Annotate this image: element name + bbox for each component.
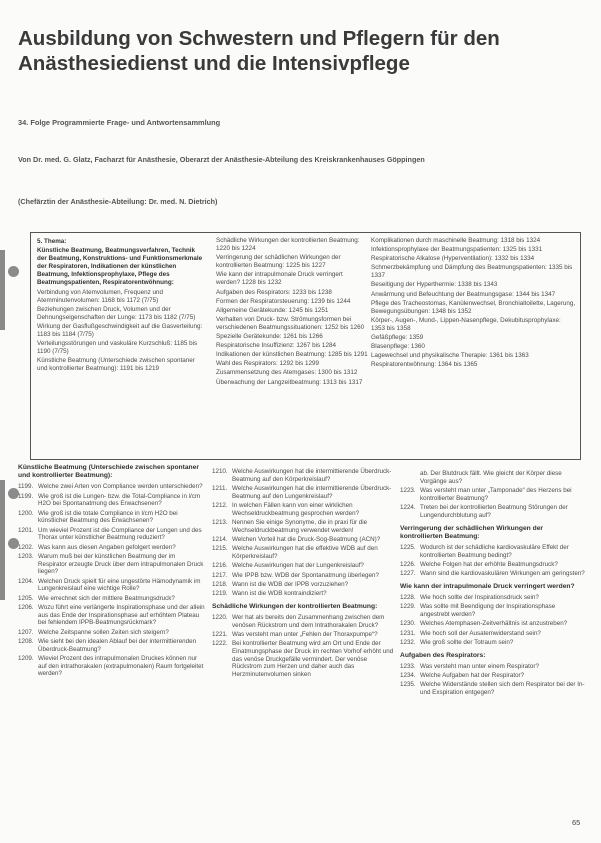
question-text: Wie hoch sollte der Inspirationsdruck sein?	[420, 594, 539, 602]
question-number: 1211.	[212, 485, 228, 492]
overview-entry: Respiratorentwöhnung: 1364 bis 1365	[371, 361, 478, 369]
question-number: 1203.	[18, 552, 34, 560]
question-text: Wer hat als bereits den Zusammenhang zwischen dem venösen Rückstrom und dem Intrathorakalen Druck?	[232, 613, 385, 629]
question-item	[400, 570, 586, 578]
page-title: Ausbildung von Schwestern und Pflegern für den Anästhesiedienst und die Intensivpflege	[18, 27, 500, 75]
question-number: 1226.	[400, 560, 416, 568]
question-item	[212, 536, 398, 544]
question-number: 1219.	[212, 590, 228, 597]
question-number: 1210.	[212, 468, 228, 475]
section-heading: Wie kann der intrapulmonale Druck verringert werden?	[400, 582, 575, 590]
section-heading: Schädliche Wirkungen der kontrollierten Beatmung:	[212, 602, 378, 610]
question-item	[212, 631, 398, 639]
question-list	[400, 544, 586, 578]
question-number: 1209.	[18, 654, 34, 662]
question-text: Welches Atemphasen-Zeitverhältnis ist anzustreben?	[420, 620, 568, 628]
question-item	[18, 578, 205, 594]
question-item	[212, 572, 398, 580]
question-text: Welche Auswirkungen hat die effektive WDB auf den Körperkreislauf?	[232, 545, 378, 560]
question-text: Wie errechnet sich der mittlere Beatmungsdruck?	[38, 594, 175, 602]
overview-entry: Indikationen der künstlichen Beatmung: 1285 bis 1291	[216, 351, 368, 359]
question-number: 1223.	[400, 487, 416, 494]
overview-entry: Blasenpflege: 1360	[371, 343, 425, 351]
question-number: 1202.	[18, 543, 34, 551]
question-text: Welche Auswirkungen hat die intermittierende Überdruck-Beatmung auf den Körperkreislauf?	[232, 468, 392, 483]
question-item	[400, 620, 586, 628]
question-item	[212, 519, 398, 535]
section-heading: Aufgaben des Respirators:	[400, 651, 486, 659]
question-text: Was versteht man unter „Tamponade“ des Herzens bei kontrollierter Beatmung?	[420, 487, 572, 502]
question-text: Treten bei der kontrollierten Beatmung Störungen der Lungendurchblutung auf?	[420, 504, 568, 519]
overview-column-2	[216, 237, 368, 388]
question-item	[212, 640, 398, 679]
question-number: 1235.	[400, 681, 416, 689]
question-item	[400, 681, 586, 697]
question-number: 1212.	[212, 502, 228, 509]
question-number: 1221.	[212, 630, 228, 638]
continuation-text: ab. Der Blutdruck fällt. Wie gleicht der Körper diese Vorgänge aus?	[420, 470, 562, 485]
question-item	[400, 544, 586, 560]
question-number: 1199.	[18, 483, 34, 491]
overview-entry: Beseitigung der Hyperthermie: 1338 bis 1343	[371, 281, 498, 289]
question-text: Was versteht man unter einem Respirator?	[420, 662, 539, 670]
question-number: 1207.	[18, 628, 34, 636]
question-item	[400, 663, 586, 671]
question-number: 1228.	[400, 594, 416, 602]
question-number: 1233.	[400, 662, 416, 670]
question-item	[18, 493, 205, 509]
question-text: Wie hoch soll der Ausatemwiderstand sein?	[420, 629, 541, 637]
question-text: Welche Zeitspanne sollen Zeiten sich steigern?	[38, 628, 169, 636]
question-text: Was kann aus diesen Angaben gefolgert werden?	[38, 543, 176, 551]
question-text: Welche zwei Arten von Compliance werden unterschieden?	[38, 483, 203, 491]
question-number: 1225.	[400, 543, 416, 551]
question-number: 1224.	[400, 504, 416, 511]
overview-entry: Wie kann der intrapulmonale Druck verringert werden? 1228 bis 1232	[216, 271, 343, 287]
question-item	[212, 590, 398, 598]
page-number: 65	[572, 818, 581, 827]
question-text: Um wieviel Prozent ist die Compliance der Lungen und des Thorax unter künstlicher Beatmung reduziert?	[38, 526, 202, 542]
question-number: 1231.	[400, 629, 416, 637]
question-number: 1216.	[212, 562, 228, 570]
question-text: Welche Aufgaben hat der Respirator?	[420, 672, 525, 680]
overview-entry: Körper-, Augen-, Mund-, Lippen-Nasenpflege, Dekubitusprophylaxe: 1353 bis 1358	[371, 316, 561, 332]
overview-entry: Infektionsprophylaxe der Beatmungspatienten: 1325 bis 1331	[371, 246, 543, 254]
question-item	[18, 638, 205, 654]
series-line: 34. Folge Programmierte Frage- und Antwortensammlung	[18, 118, 221, 127]
question-text: Wozu führt eine verlängerte Inspirationsphase und der allein aus das Ende der Inspirationsphase auf erhöhtem Plateau bei fehlendem IPPB-Beatmungsrückmark?	[38, 603, 205, 627]
overview-entry: Gefäßpflege: 1359	[371, 334, 424, 342]
overview-entry: Formen der Respiratorsteuerung: 1239 bis 1244	[216, 297, 351, 305]
question-number: 1205.	[18, 594, 34, 602]
question-text: Wann ist die WDB der IPPB vorzuziehen?	[232, 580, 349, 588]
question-list	[212, 614, 398, 679]
question-text: Welche Auswirkungen hat der Lungenkreislauf?	[232, 562, 364, 570]
question-text: Welche Widerstände stellen sich dem Respirator bei der In- und Exspiration entgegen?	[420, 681, 585, 697]
overview-entry: Verteilungsstörungen und vaskuläre Kurzschluß: 1185 bis 1190 (7/75)	[37, 340, 198, 356]
question-list	[400, 487, 586, 520]
question-item	[18, 544, 205, 552]
question-item	[212, 562, 398, 570]
question-item	[18, 595, 205, 603]
question-text: Welche Auswirkungen hat die intermittierende Überdruck-Beatmung auf den Lungenkreislauf?	[232, 485, 392, 500]
question-text: Nennen Sie einige Synonyme, die in praxi für die Wechseldruckbeatmung verwendet werden!	[232, 519, 368, 534]
question-number: 1229.	[400, 603, 416, 611]
question-text: In welchen Fällen kann von einer wirklichen Wechseldruckbeatmung gesprochen werden?	[232, 502, 360, 517]
overview-column-3	[371, 237, 576, 370]
overview-entry: Respiratorische Alkalose (Hyperventilation): 1332 bis 1334	[371, 255, 535, 263]
question-number: 1200.	[18, 509, 34, 517]
question-item	[400, 504, 586, 520]
question-text: Welchen Vorteil hat die Druck-Sog-Beatmung (ACN)?	[232, 536, 381, 543]
question-text: Wie groß ist die Lungen- bzw. die Total-Compliance in l/cm H2O bei Spontanatmung des Erwachsenen?	[38, 492, 201, 508]
question-text: Wie groß sollte der Totraum sein?	[420, 638, 514, 646]
overview-entry: Verhalten von Druck- bzw. Strömungsformen bei verschiedenen Beatmungssituationen: 1252 bis 1260	[216, 315, 365, 331]
question-number: 1232.	[400, 638, 416, 646]
overview-entry: Schädliche Wirkungen der kontrollierten Beatmung: 1220 bis 1224	[216, 237, 360, 253]
question-item	[18, 553, 205, 576]
question-list	[400, 663, 586, 697]
question-text: Was versteht man unter „Fehlen der Thoraxpumpe“?	[232, 630, 378, 638]
question-item	[212, 614, 398, 630]
question-item	[212, 545, 398, 561]
question-item	[400, 561, 586, 569]
question-item	[212, 485, 398, 501]
question-column-2	[212, 468, 398, 680]
question-number: 1201.	[18, 526, 34, 534]
question-text: Wann ist die WDB kontraindiziert?	[232, 590, 327, 597]
question-item	[18, 527, 205, 543]
question-text: Wodurch ist der schädliche kardiovaskuläre Effekt der kontrollierten Beatmung bedingt?	[420, 543, 569, 559]
topic-heading-text: Künstliche Beatmung, Beatmungsverfahren, Technik der Beatmung, Konstruktions- und Funktionsmerkmale der Respiratoren, Indikationen der künstlichen Beatmung, Infektionsprophylaxe, Pflege des Beatmungspatienten, Respiratorentwöhnung:	[37, 247, 203, 287]
question-list	[212, 468, 398, 598]
overview-entry: Verringerung der schädlichen Wirkungen der kontrollierten Beatmung: 1225 bis 1227	[216, 254, 341, 270]
question-number: 1234.	[400, 672, 416, 680]
question-item	[18, 604, 205, 627]
question-number: 1204.	[18, 577, 34, 585]
question-column-1	[18, 464, 205, 680]
question-number: 1213.	[212, 519, 228, 526]
overview-entry: Aufgaben des Respirators: 1233 bis 1238	[216, 288, 332, 296]
question-text: Was sollte mit Beendigung der Inspirationsphase angestrebt werden?	[420, 603, 556, 619]
question-number: 1208.	[18, 637, 34, 645]
question-number: 1222.	[212, 640, 228, 648]
overview-entry: Spezielle Gerätekunde: 1261 bis 1266	[216, 333, 323, 341]
overview-entry: Pflege des Tracheostomas, Kanülenwechsel, Bronchialtoilette, Lagerung, Bewegungsübungen: 1348 bis 1352	[371, 299, 576, 315]
overview-entry: Zusammensetzung des Atemgases: 1300 bis 1312	[216, 369, 358, 377]
question-number: 1199.	[18, 492, 34, 500]
chief-line: (Chefärztin der Anästhesie-Abteilung: Dr. med. N. Dietrich)	[18, 197, 218, 206]
overview-entry: Beziehungen zwischen Druck, Volumen und der Dehnungseigenschaften der Lunge: 1173 bis 1182 (7/75)	[37, 305, 196, 321]
overview-entry: Komplikationen durch maschinelle Beatmung: 1318 bis 1324	[371, 237, 541, 244]
question-text: Wie groß ist die totale Compliance in l/cm H2O bei künstlicher Beatmung des Erwachsenen?	[38, 509, 178, 525]
question-text: Welche Folgen hat der erhöhte Beatmungsdruck?	[420, 560, 558, 568]
question-number: 1215.	[212, 545, 228, 553]
question-text: Warum muß bei der künstlichen Beatmung der im Respirator erzeugte Druck über dem intrapulmonalen Druck liegen?	[38, 552, 204, 576]
overview-entry: Respiratorische Insuffizienz: 1267 bis 1284	[216, 342, 336, 350]
question-number: 1206.	[18, 603, 34, 611]
overview-column-1	[37, 238, 204, 375]
overview-entry: Anwärmung und Befeuchtung der Beatmungsgase: 1344 bis 1347	[371, 290, 556, 298]
question-item	[18, 655, 205, 678]
question-number: 1218.	[212, 580, 228, 588]
binder-edge	[0, 480, 5, 600]
question-number: 1217.	[212, 571, 228, 579]
overview-entry: Verbindung von Atemvolumen, Frequenz und Atemminutenvolumen: 1168 bis 1172 (7/75)	[37, 288, 164, 304]
question-item	[400, 594, 586, 602]
question-number: 1214.	[212, 536, 228, 543]
question-item	[212, 468, 398, 484]
topic-heading: 5. Thema:	[37, 238, 67, 245]
question-item	[212, 581, 398, 589]
overview-entry: Wirkung der Gasflußgeschwindigkeit auf die Gasverteilung: 1183 bis 1184 (7/75)	[37, 322, 203, 339]
section-heading: Verringerung der schädlichen Wirkungen der kontrollierten Beatmung:	[400, 524, 544, 540]
question-column-3	[400, 470, 586, 698]
question-text: Welchen Druck spielt für eine ungestörte Hämodynamik im Lungenkreislauf eine wichtige Rolle?	[38, 577, 201, 593]
overview-entry: Schmerzbekämpfung und Dämpfung des Beatmungspatienten: 1335 bis 1337	[371, 264, 573, 280]
question-item	[400, 603, 586, 619]
question-text: Wann sind die kardiovaskulären Wirkungen am geringsten?	[420, 570, 585, 578]
author-line: Von Dr. med. G. Glatz, Facharzt für Anästhesie, Oberarzt der Anästhesie-Abteilung des Kreiskrankenhauses Göppingen	[18, 155, 425, 164]
question-text: Wie sieht bei den idealen Ablauf bei der intermittierenden Überdruck-Beatmung?	[38, 637, 197, 653]
question-list	[18, 483, 205, 678]
overview-entry: Allgemeine Gerätekunde: 1245 bis 1251	[216, 306, 329, 314]
question-text: Bei kontrollierter Beatmung wird am Ort und Ende der Einatmungsphase der Druck im rechten Vorhof erhöht und das venöse Druckgefälle vermindert. Der venöse Rückstrom zum Herzen und daher auch das Herzminutenvolumen sinken	[232, 640, 394, 679]
overview-list-1	[37, 289, 204, 374]
section-heading: Künstliche Beatmung (Unterschiede zwischen spontaner und kontrollierter Beatmung):	[18, 464, 199, 480]
question-item	[400, 639, 586, 647]
question-item	[400, 672, 586, 680]
question-text: Wieviel Prozent des intrapulmonalen Druckes können nur auf den intrathorakalen (extrapulmonalen) Raum fortgeleitet werden?	[38, 654, 204, 678]
overview-entry: Lagewechsel und physikalische Therapie: 1361 bis 1363	[371, 352, 529, 360]
question-item	[18, 629, 205, 637]
question-number: 1227.	[400, 570, 416, 578]
question-item	[212, 502, 398, 518]
overview-entry: Überwachung der Langzeitbeatmung: 1313 bis 1317	[216, 378, 363, 386]
punch-hole	[8, 266, 19, 277]
question-number: 1230.	[400, 620, 416, 628]
question-item	[400, 630, 586, 638]
question-list	[400, 594, 586, 647]
overview-entry: Wahl des Respirators: 1292 bis 1299	[216, 360, 320, 368]
question-text: Wie IPPB bzw. WDB der Spontanatmung überlegen?	[232, 571, 379, 579]
question-item	[18, 483, 205, 491]
overview-entry: Künstliche Beatmung (Unterschiede zwischen spontaner und kontrollierter Beatmung): 1191 bis 1219	[37, 357, 195, 373]
question-item	[18, 510, 205, 526]
question-number: 1220.	[212, 613, 228, 621]
question-item	[400, 487, 586, 503]
binder-edge	[0, 250, 5, 330]
